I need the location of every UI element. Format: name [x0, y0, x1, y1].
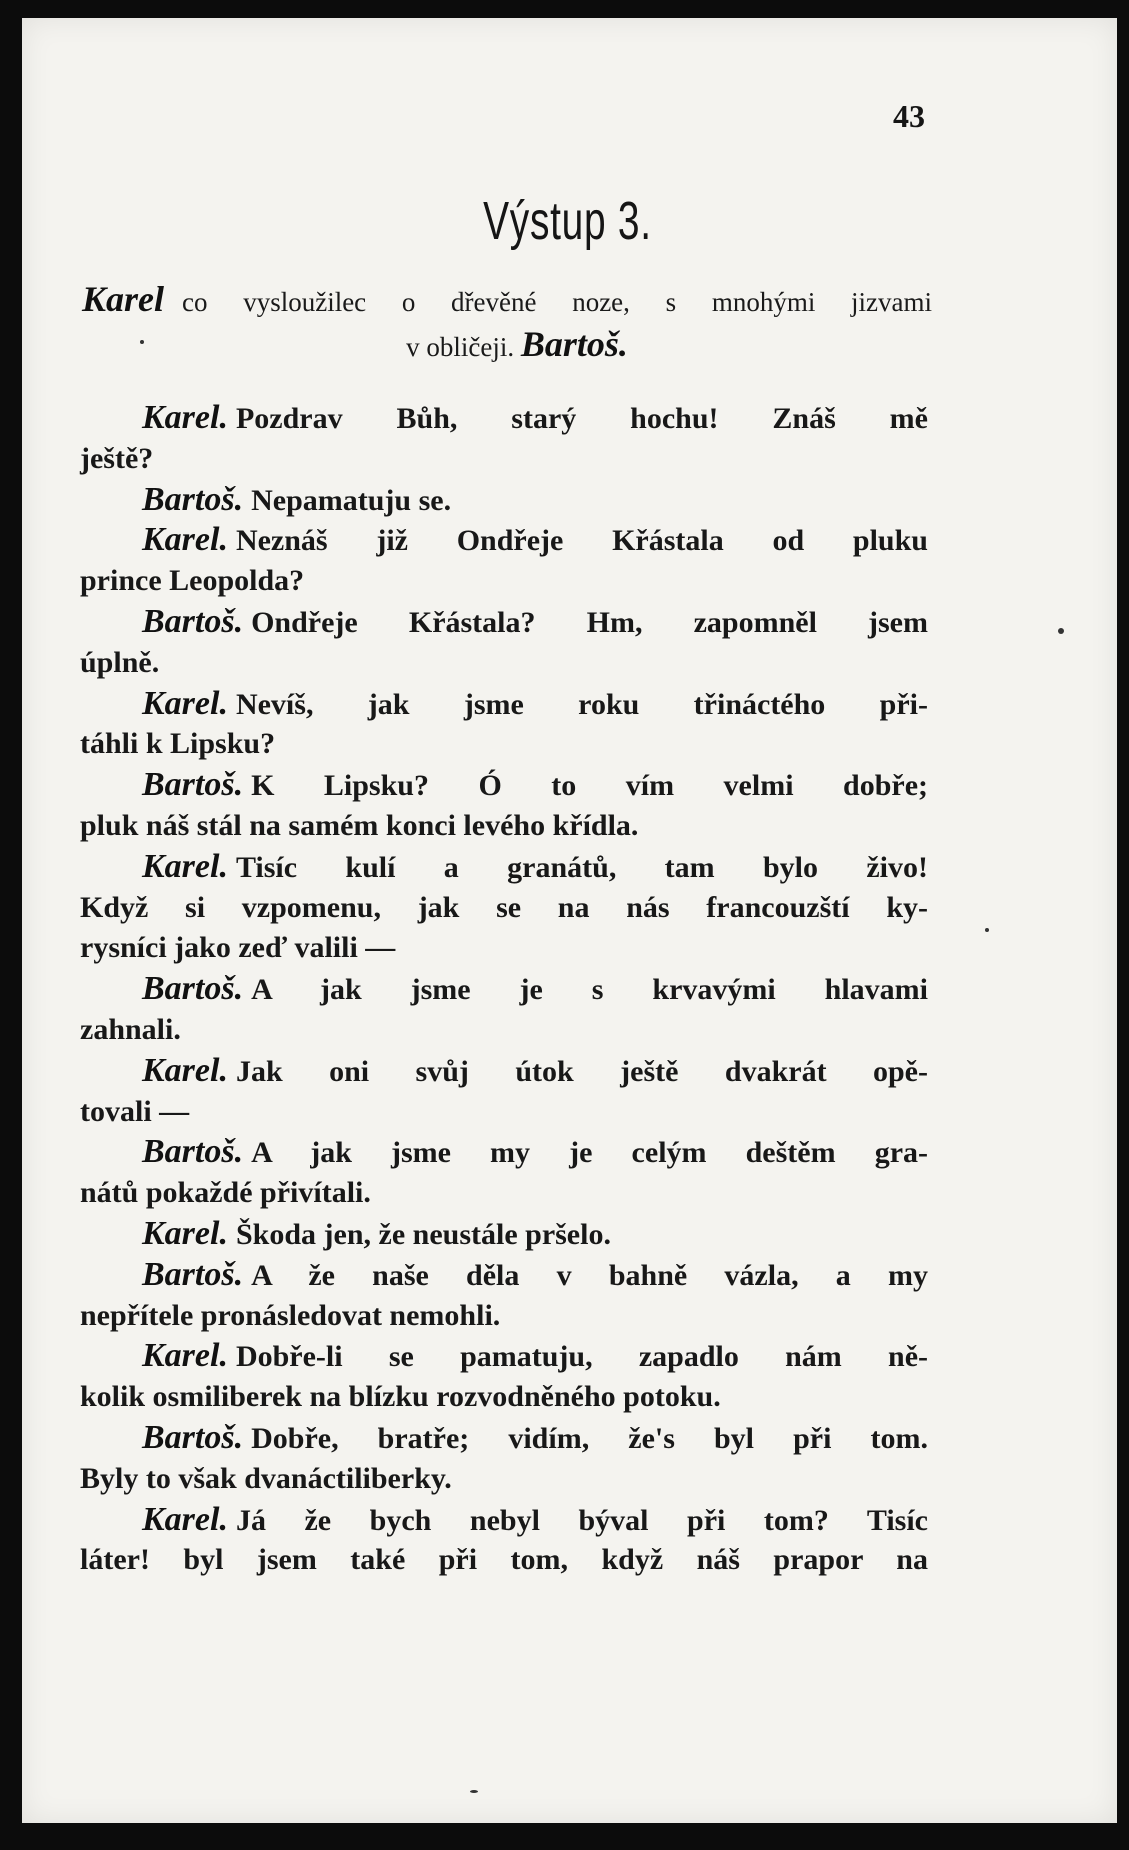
dialogue-line — [80, 1418, 928, 1459]
dialogue-line — [80, 1214, 928, 1255]
dialogue-line — [80, 1010, 928, 1051]
speaker-name: Bartoš. — [142, 766, 244, 804]
dialogue-line — [80, 480, 928, 521]
dialogue-text: A jak jsme my je celým deštěm gra- — [251, 1136, 928, 1170]
dialogue-line — [80, 806, 928, 847]
dialogue-line — [80, 1500, 928, 1541]
dialogue-text: Když si vzpomenu, jak se na nás francouzští ky- — [80, 890, 928, 924]
speaker-name: Bartoš. — [142, 1255, 244, 1293]
dialogue-line — [80, 439, 928, 480]
dialogue-line — [80, 1092, 928, 1133]
dialogue-text: zahnali. — [80, 1012, 181, 1046]
dialogue-text: úplně. — [80, 645, 160, 679]
speaker-name: Karel. — [142, 1214, 228, 1252]
cast-list — [82, 278, 932, 368]
dialogue-text: A jak jsme je s krvavými hlavami — [251, 973, 928, 1007]
dialogue-text: nátů pokaždé přivítali. — [80, 1176, 371, 1210]
page-number: 43 — [893, 98, 925, 134]
cast-speaker-name: Karel — [82, 279, 165, 319]
cast-line — [82, 323, 932, 368]
dialogue-line — [80, 602, 928, 643]
speaker-name: Bartoš. — [142, 1418, 244, 1456]
dialogue-line — [80, 724, 928, 765]
dialogue-text: pluk náš stál na samém konci levého křídla. — [80, 808, 639, 842]
dialogue-text: Pozdrav Bůh, starý hochu! Znáš mě — [235, 402, 928, 435]
dialogue-text: Já že bych nebyl býval při tom? Tisíc — [235, 1503, 928, 1537]
dialogue-text: Tisíc kulí a granátů, tam bylo živo! — [235, 850, 928, 884]
dialogue-text: prince Leopolda? — [80, 564, 305, 598]
dialogue-text: tovali — — [80, 1094, 190, 1128]
dialogue-text: A že naše děla v bahně vázla, a my — [251, 1258, 928, 1292]
speaker-name: Bartoš. — [142, 970, 244, 1008]
dialogue-line — [80, 643, 928, 684]
cast-speaker-name: Bartoš. — [520, 324, 628, 364]
dialogue-line — [80, 1540, 928, 1581]
dialogue-line — [80, 1459, 928, 1500]
speaker-name: Karel. — [142, 1051, 228, 1089]
speaker-name: Karel. — [142, 521, 228, 559]
speaker-name: Bartoš. — [142, 602, 244, 640]
dialogue-text: Dobře-li se pamatuju, zapadlo nám ně- — [235, 1340, 928, 1374]
dialogue-line — [80, 684, 928, 725]
dialogue-line — [80, 1377, 928, 1418]
speaker-name: Karel. — [142, 1337, 228, 1375]
dialogue-body — [80, 398, 928, 1581]
dialogue-text: láter! byl jsem také při tom, když náš prapor na — [80, 1543, 928, 1577]
cast-description: co vysloužilec o dřevěné noze, s mnohými jizvami — [182, 287, 932, 317]
dialogue-line — [80, 1296, 928, 1337]
cast-description: v obličeji. — [406, 332, 515, 362]
dialogue-text: Nevíš, jak jsme roku třináctého při- — [235, 687, 928, 721]
dialogue-line — [80, 847, 928, 888]
dialogue-line — [80, 888, 928, 929]
dialogue-line — [80, 398, 928, 439]
dialogue-text: nepřítele pronásledovat nemohli. — [80, 1298, 501, 1332]
dialogue-line — [80, 520, 928, 561]
dialogue-text: táhli k Lipsku? — [80, 727, 276, 761]
dialogue-text: K Lipsku? Ó to vím velmi dobře; — [251, 769, 928, 803]
dialogue-text: Ondřeje Křástala? Hm, zapomněl jsem — [251, 605, 928, 639]
scene-heading: Výstup 3. — [483, 191, 652, 251]
dialogue-line — [80, 1173, 928, 1214]
dialogue-text: Neznáš již Ondřeje Křástala od pluku — [235, 524, 928, 558]
dialogue-text: Dobře, bratře; vidím, že's byl při tom. — [251, 1421, 928, 1455]
dialogue-text: Škoda jen, že neustále pršelo. — [235, 1217, 611, 1251]
dialogue-text: rysníci jako zeď valili — — [80, 931, 396, 965]
dialogue-text: Nepamatuju se. — [251, 483, 452, 517]
dialogue-text: Jak oni svůj útok ještě dvakrát opě- — [235, 1054, 928, 1088]
speaker-name: Karel. — [142, 1500, 228, 1538]
dialogue-text: ještě? — [80, 441, 154, 475]
speaker-name: Bartoš. — [142, 1133, 244, 1171]
dialogue-line — [80, 928, 928, 969]
dialogue-line — [80, 1255, 928, 1296]
dialogue-line — [80, 1051, 928, 1092]
dialogue-text: kolik osmiliberek na blízku rozvodněného potoku. — [80, 1380, 721, 1414]
speaker-name: Karel. — [142, 399, 228, 436]
dialogue-line — [80, 1132, 928, 1173]
speaker-name: Karel. — [142, 684, 228, 722]
dialogue-line — [80, 561, 928, 602]
speaker-name: Karel. — [142, 847, 228, 885]
dialogue-text: Byly to však dvanáctiliberky. — [80, 1461, 452, 1495]
dialogue-line — [80, 1336, 928, 1377]
speaker-name: Bartoš. — [142, 480, 244, 518]
dialogue-line — [80, 969, 928, 1010]
dialogue-line — [80, 765, 928, 806]
cast-line — [82, 278, 932, 323]
